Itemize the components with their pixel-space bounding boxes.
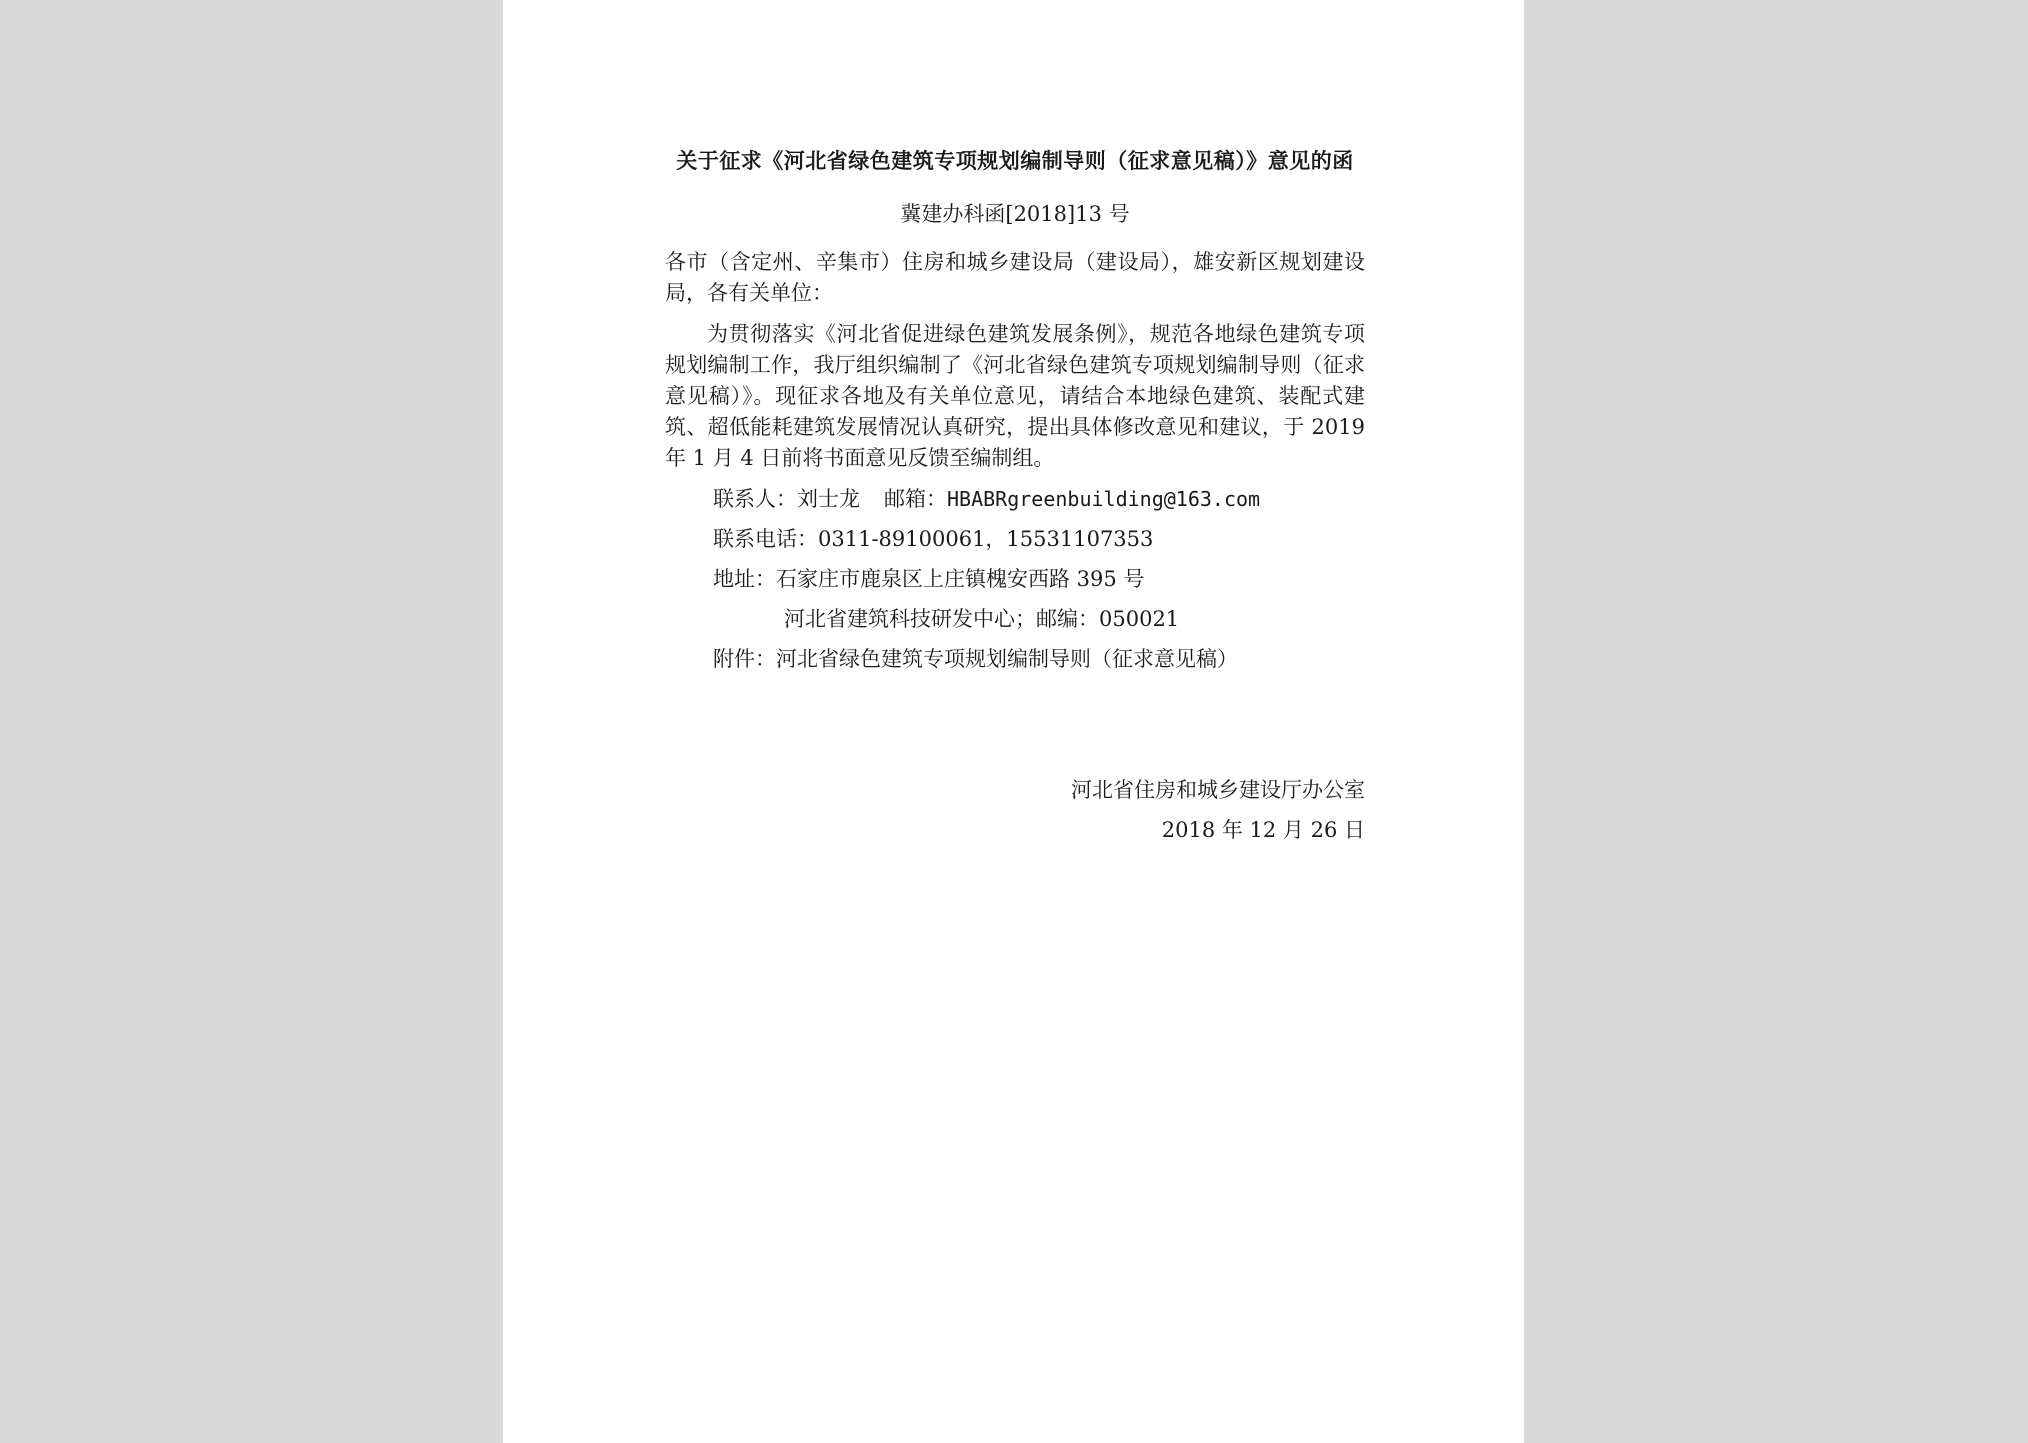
addressee: 各市（含定州、辛集市）住房和城乡建设局（建设局），雄安新区规划建设局，各有关单位： <box>665 250 1365 305</box>
document-number: 冀建办科函[2018]13 号 <box>900 202 1130 226</box>
contact-person-label: 联系人： <box>713 487 797 511</box>
address-line <box>665 564 1365 594</box>
phone-label: 联系电话： <box>713 527 818 551</box>
body-paragraph: 为贯彻落实《河北省促进绿色建筑发展条例》，规范各地绿色建筑专项规划编制工作，我厅组织编制了《河北省绿色建筑专项规划编制导则（征求意见稿）》。现征求各地及有关单位意见，请结合本地绿色建筑、装配式建筑、超低能耗建筑发展情况认真研究，提出具体修改意见和建议，于 2019 年 1 月 4 日前将书面意见反馈至编制组。 <box>665 322 1365 470</box>
signature-block <box>665 770 1365 850</box>
contact-person: 刘士龙 <box>797 487 860 511</box>
email-label: 邮箱： <box>884 487 947 511</box>
document-title: 关于征求《河北省绿色建筑专项规划编制导则（征求意见稿）》意见的函 <box>676 148 1354 173</box>
address-label: 地址： <box>713 567 776 591</box>
page-content <box>665 145 1365 850</box>
contact-person-line <box>665 484 1365 514</box>
phone-line <box>665 524 1365 554</box>
email-address: HBABRgreenbuilding@163.com <box>947 487 1261 511</box>
attachment-line <box>665 644 1365 674</box>
address: 石家庄市鹿泉区上庄镇槐安西路 395 号 <box>776 567 1145 591</box>
attachment-label: 附件： <box>713 647 776 671</box>
issue-date: 2018 年 12 月 26 日 <box>1161 818 1365 842</box>
document-page <box>503 0 1524 1443</box>
issuer: 河北省住房和城乡建设厅办公室 <box>1071 778 1365 802</box>
address-line-2: 河北省建筑科技研发中心；邮编：050021 <box>784 607 1180 631</box>
attachment-title: 河北省绿色建筑专项规划编制导则（征求意见稿） <box>776 647 1238 671</box>
phone-numbers: 0311-89100061，15531107353 <box>818 527 1154 551</box>
